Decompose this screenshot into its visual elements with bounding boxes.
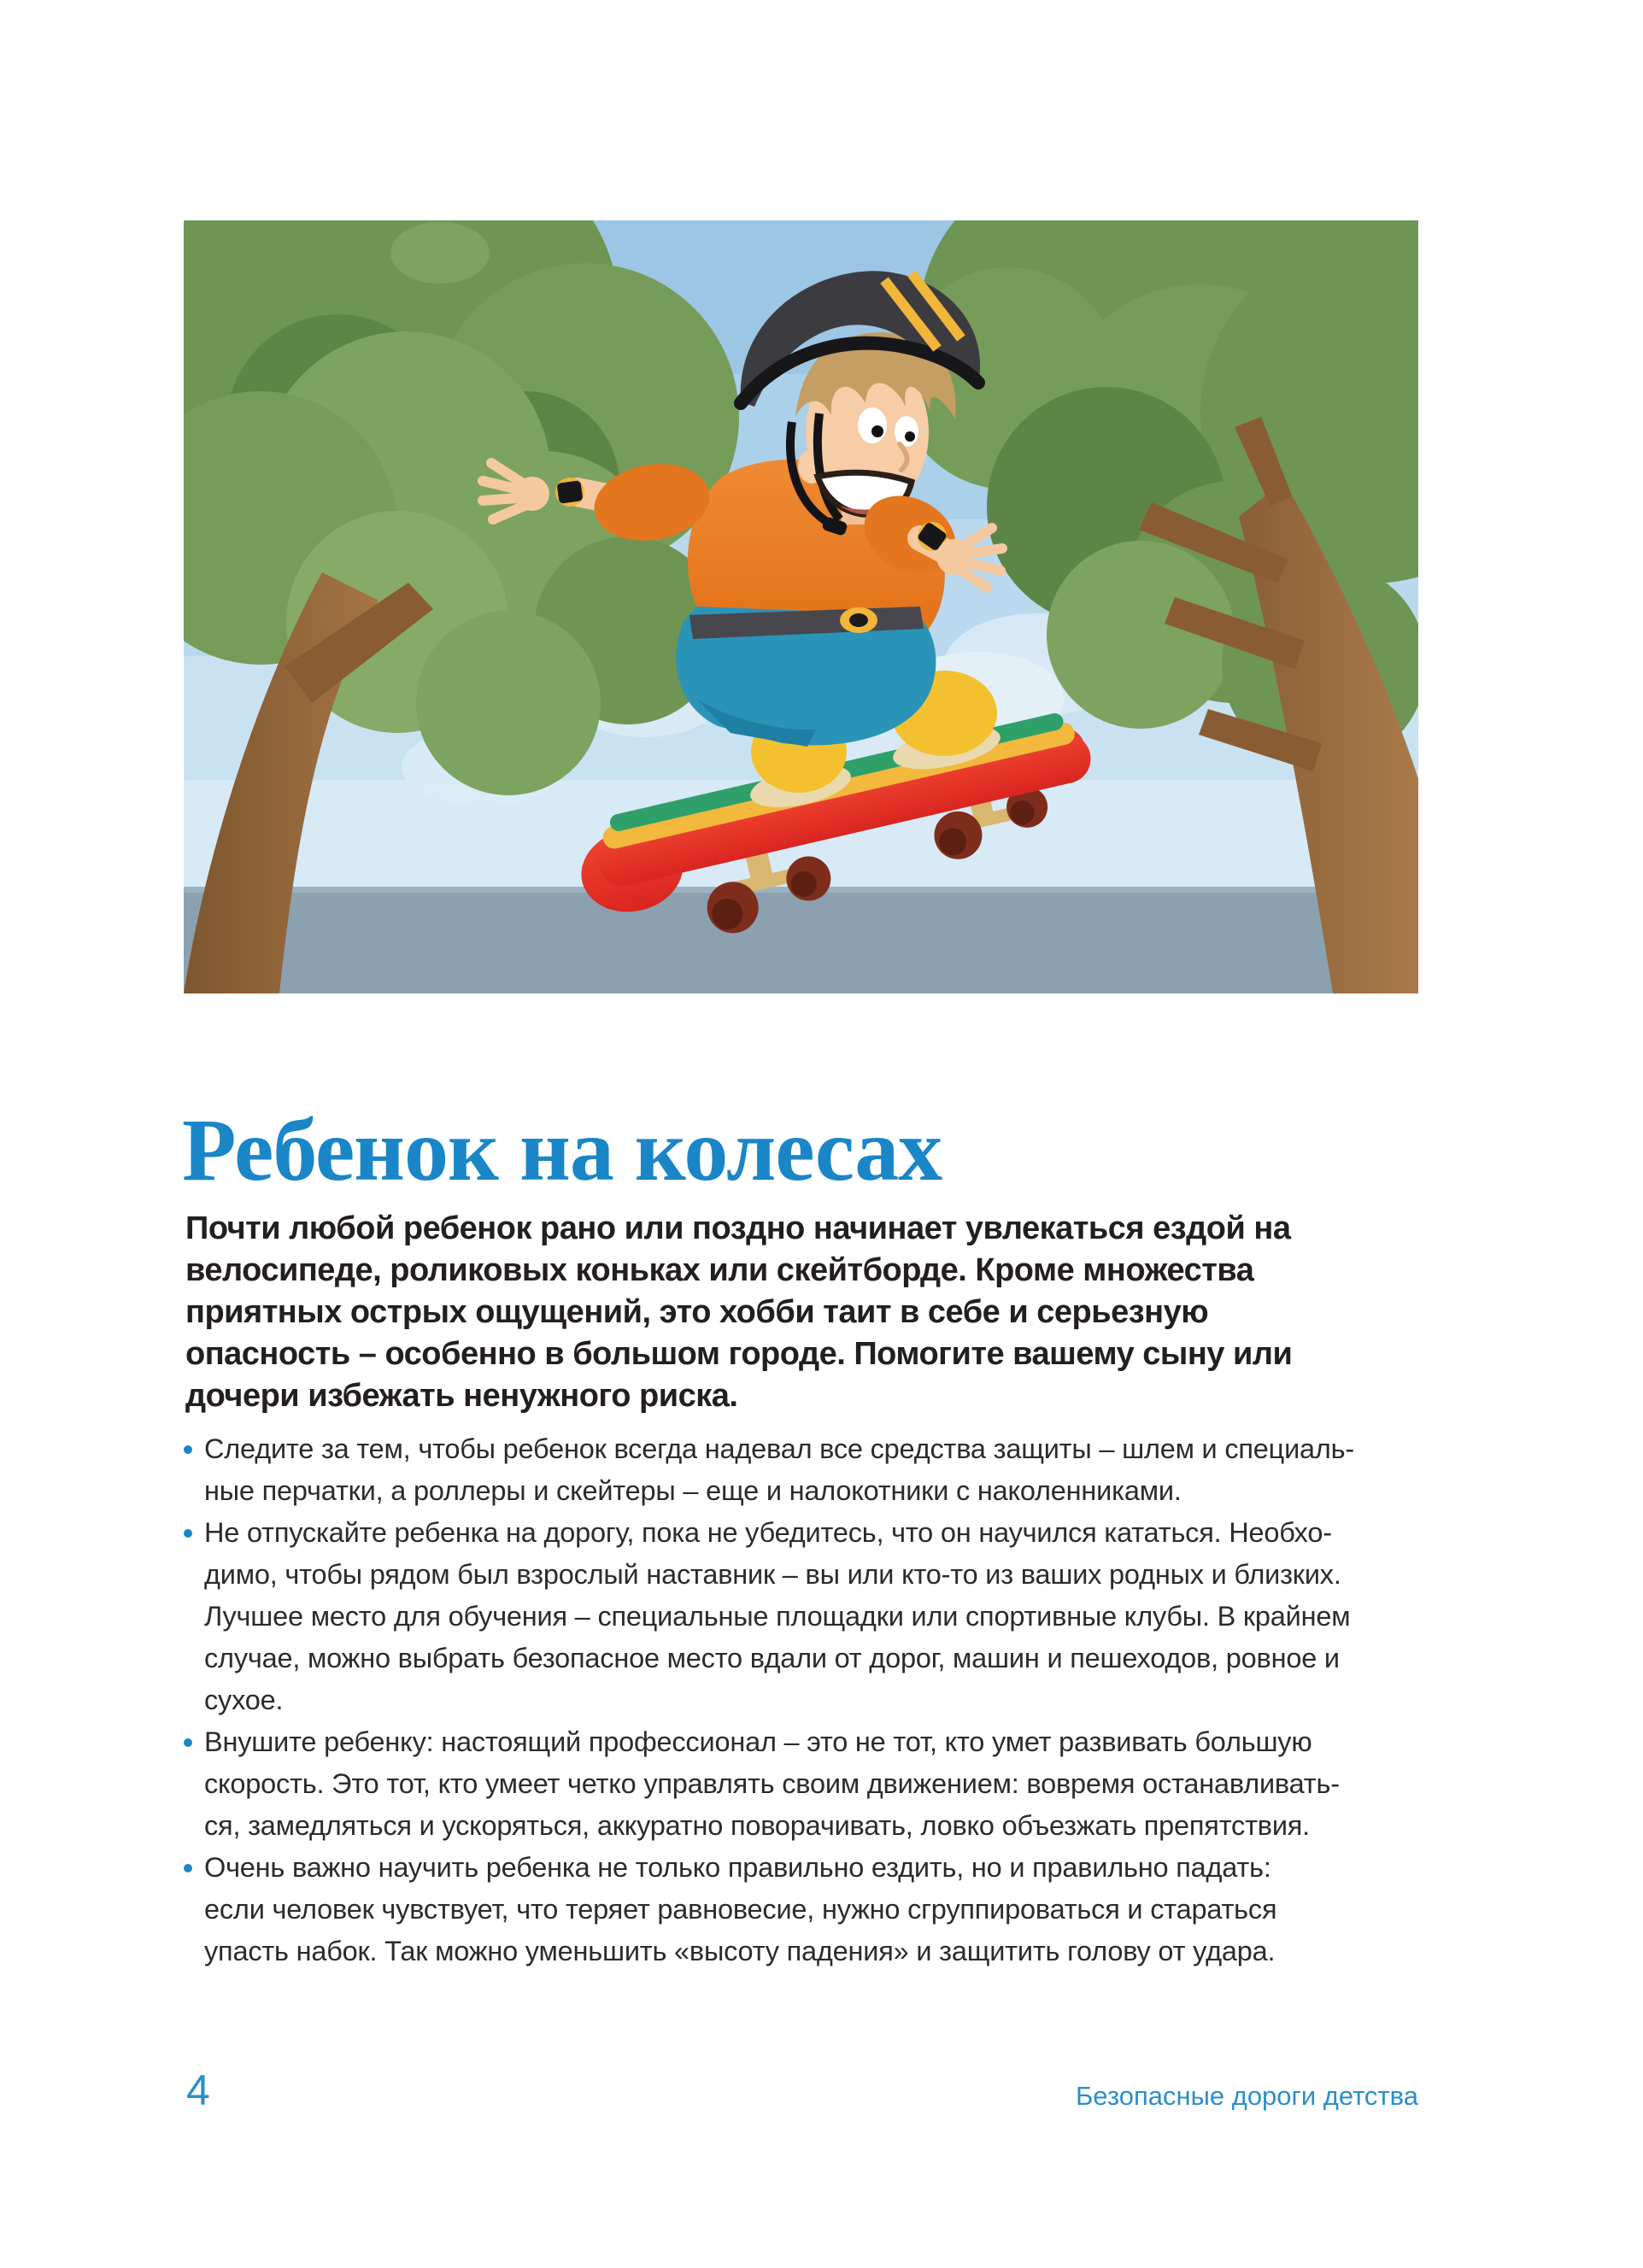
list-item-text: Следите за тем, чтобы ребенок всегда надевал все средства защиты – шлем и специаль- ные перчатки, а роллеры и скейтеры – еще и налокотники с наколенниками. — [204, 1433, 1355, 1506]
list-item-text: Не отпускайте ребенка на дорогу, пока не убедитесь, что он научился кататься. Необхо- димо, чтобы рядом был взрослый наставник – вы или кто-то из ваших родных и близких. Лучшее место для обучения – специальные площадки или спортивные клубы. В крайнем случае, можно выбрать безопасное место вдали от дорог, машин и пешеходов, ровное и сухое. — [204, 1517, 1351, 1715]
running-title: Безопасные дороги детства — [1075, 2081, 1418, 2111]
page-title: Ребенок на колесах — [182, 1100, 942, 1199]
boy-on-skateboard-illustration — [184, 220, 1418, 993]
list-item-text: Очень важно научить ребенка не только правильно ездить, но и правильно падать: если человек чувствует, что теряет равновесие, нужно сгруппироваться и стараться упасть набок. Так можно уменьшить «высоту падения» и защитить голову от удара. — [204, 1852, 1277, 1966]
list-item-text: Внушите ребенку: настоящий профессионал – это не тот, кто умет развивать большую скорость. Это тот, кто умеет четко управлять своим движением: вовремя останавливать- ся, замедляться и ускоряться, аккуратно поворачивать, ловко объезжать препятствия. — [204, 1726, 1340, 1841]
left-tree-leaf — [390, 222, 490, 284]
ground — [184, 887, 1418, 993]
list-item — [182, 1512, 1354, 1721]
illustration-canvas — [184, 220, 1418, 993]
bullet-dot — [184, 1529, 192, 1538]
list-item — [182, 1721, 1354, 1847]
list-item — [182, 1847, 1354, 1972]
page-number: 4 — [186, 2066, 210, 2114]
bullet-dot — [184, 1738, 192, 1747]
intro-paragraph: Почти любой ребенок рано или поздно начинает увлекаться ездой на велосипеде, роликовых коньках или скейтборде. Кроме множества приятных острых ощущений, это хобби таит в себе и серьезную опасность – особенно в большом городе. Помогите вашему сыну или дочери избежать ненужного риска. — [185, 1210, 1293, 1414]
safety-tips-list — [182, 1428, 1354, 1972]
bullet-dot — [184, 1445, 192, 1454]
bullet-dot — [184, 1864, 192, 1872]
list-item — [182, 1428, 1354, 1512]
